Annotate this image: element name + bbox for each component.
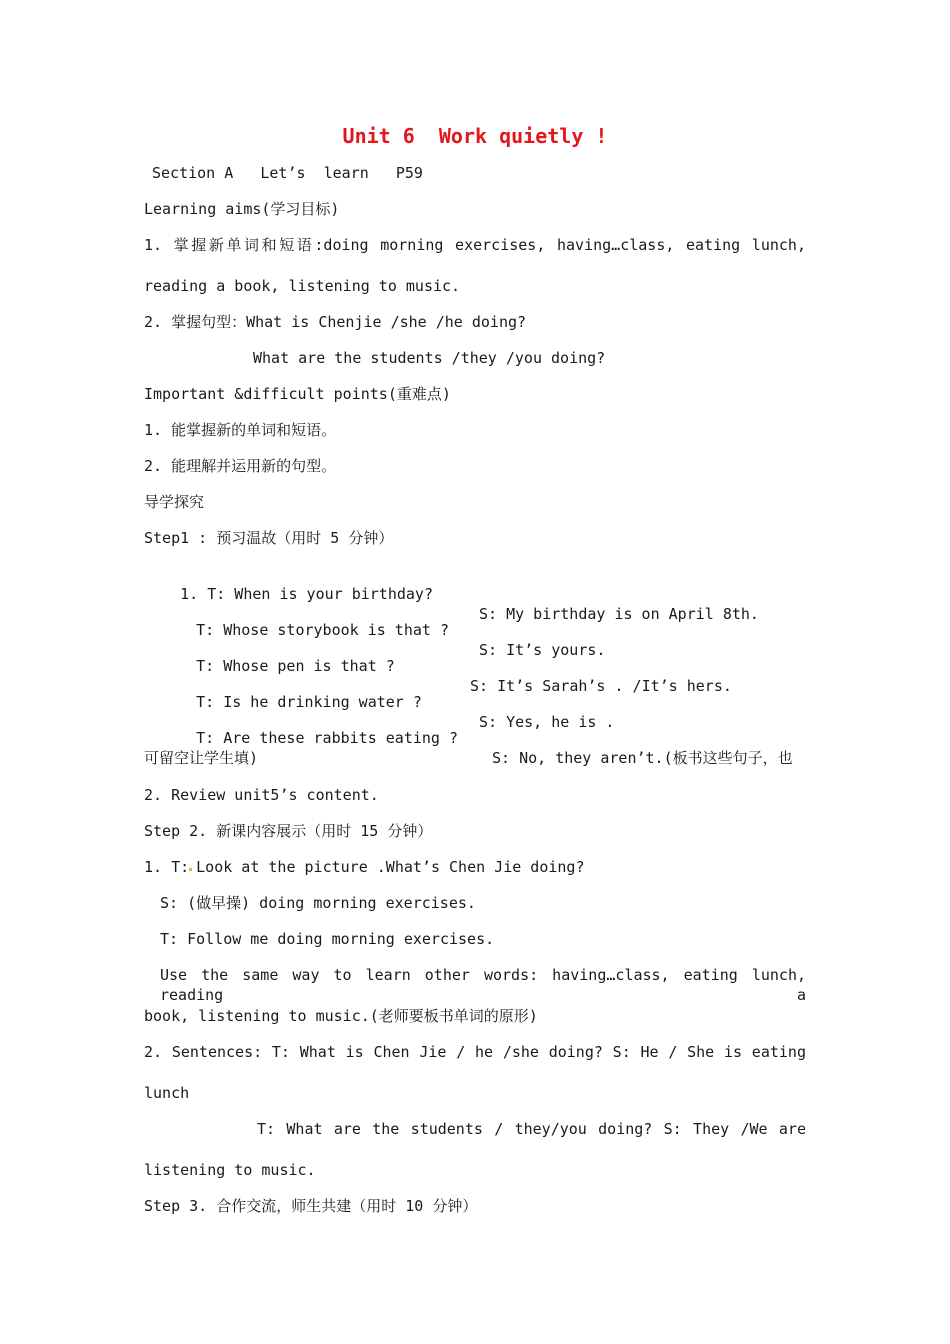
aim-2-line-1: 2. 掌握句型：What is Chenjie /she /he doing?: [144, 313, 527, 331]
step-2-heading: Step 2. 新课内容展示（用时 15 分钟）: [144, 822, 433, 840]
sentences-line-2-continued: listening to music.: [144, 1161, 316, 1179]
step-1-heading: Step1 : 预习温故（用时 5 分钟）: [144, 529, 394, 547]
guide-heading: 导学探究: [144, 493, 205, 511]
dialog-answer: S: No, they aren’t.(板书这些句子，也: [492, 749, 793, 767]
step-2-item-3: T: Follow me doing morning exercises.: [160, 930, 495, 948]
step-2-item-2: S: (做早操) doing morning exercises.: [160, 894, 476, 912]
dialog-row-5-continued: 可留空让学生填): [144, 749, 259, 767]
important-point-2: 2. 能理解并运用新的句型。: [144, 457, 337, 475]
learning-aims-heading: Learning aims(学习目标): [144, 200, 340, 218]
important-points-heading: Important &difficult points(重难点): [144, 385, 451, 403]
aim-1-line-2: reading a book, listening to music.: [144, 277, 461, 295]
dialog-answer: S: Yes, he is .: [479, 713, 615, 731]
dialog-question: T: Are these rabbits eating ?: [196, 729, 459, 747]
important-point-1: 1. 能掌握新的单词和短语。: [144, 421, 337, 439]
document-title: Unit 6 Work quietly !: [342, 124, 608, 148]
step-2-item-4-line-2: book, listening to music.(老师要板书单词的原形): [144, 1007, 538, 1025]
section-line: Section A Let’s learn P59: [152, 164, 423, 182]
dialog-question: T: Whose storybook is that ?: [196, 621, 449, 639]
item-prefix: 1. T:: [144, 858, 190, 876]
step-3-heading: Step 3. 合作交流，师生共建（用时 10 分钟）: [144, 1197, 478, 1215]
dialog-answer: S: It’s yours.: [479, 641, 606, 659]
sentences-line-2: T: What are the students / they/you doing? S: They /We are: [257, 1120, 806, 1138]
step-2-item-4-line-1: Use the same way to learn other words: having…class, eating lunch, reading a: [160, 966, 806, 1004]
marker-dot-icon: [189, 868, 192, 871]
aim-1-line-1: 1. 掌握新单词和短语:doing morning exercises, having…class, eating lunch,: [144, 236, 806, 254]
sentences-line-1: 2. Sentences: T: What is Chen Jie / he /she doing? S: He / She is eating: [144, 1043, 806, 1061]
dialog-answer: S: It’s Sarah’s . /It’s hers.: [470, 677, 732, 695]
dialog-question: T: Whose pen is that ?: [196, 657, 395, 675]
item-text: Look at the picture .What’s Chen Jie doing?: [196, 858, 585, 876]
aim-2-line-2: What are the students /they /you doing?: [253, 349, 606, 367]
review-line: 2. Review unit5’s content.: [144, 786, 379, 804]
dialog-question: T: Is he drinking water ?: [196, 693, 422, 711]
step-2-item-1: [144, 857, 806, 877]
dialog-question: 1. T: When is your birthday?: [180, 585, 433, 603]
sentences-line-1-continued: lunch: [144, 1084, 190, 1102]
dialog-answer: S: My birthday is on April 8th.: [479, 605, 759, 623]
